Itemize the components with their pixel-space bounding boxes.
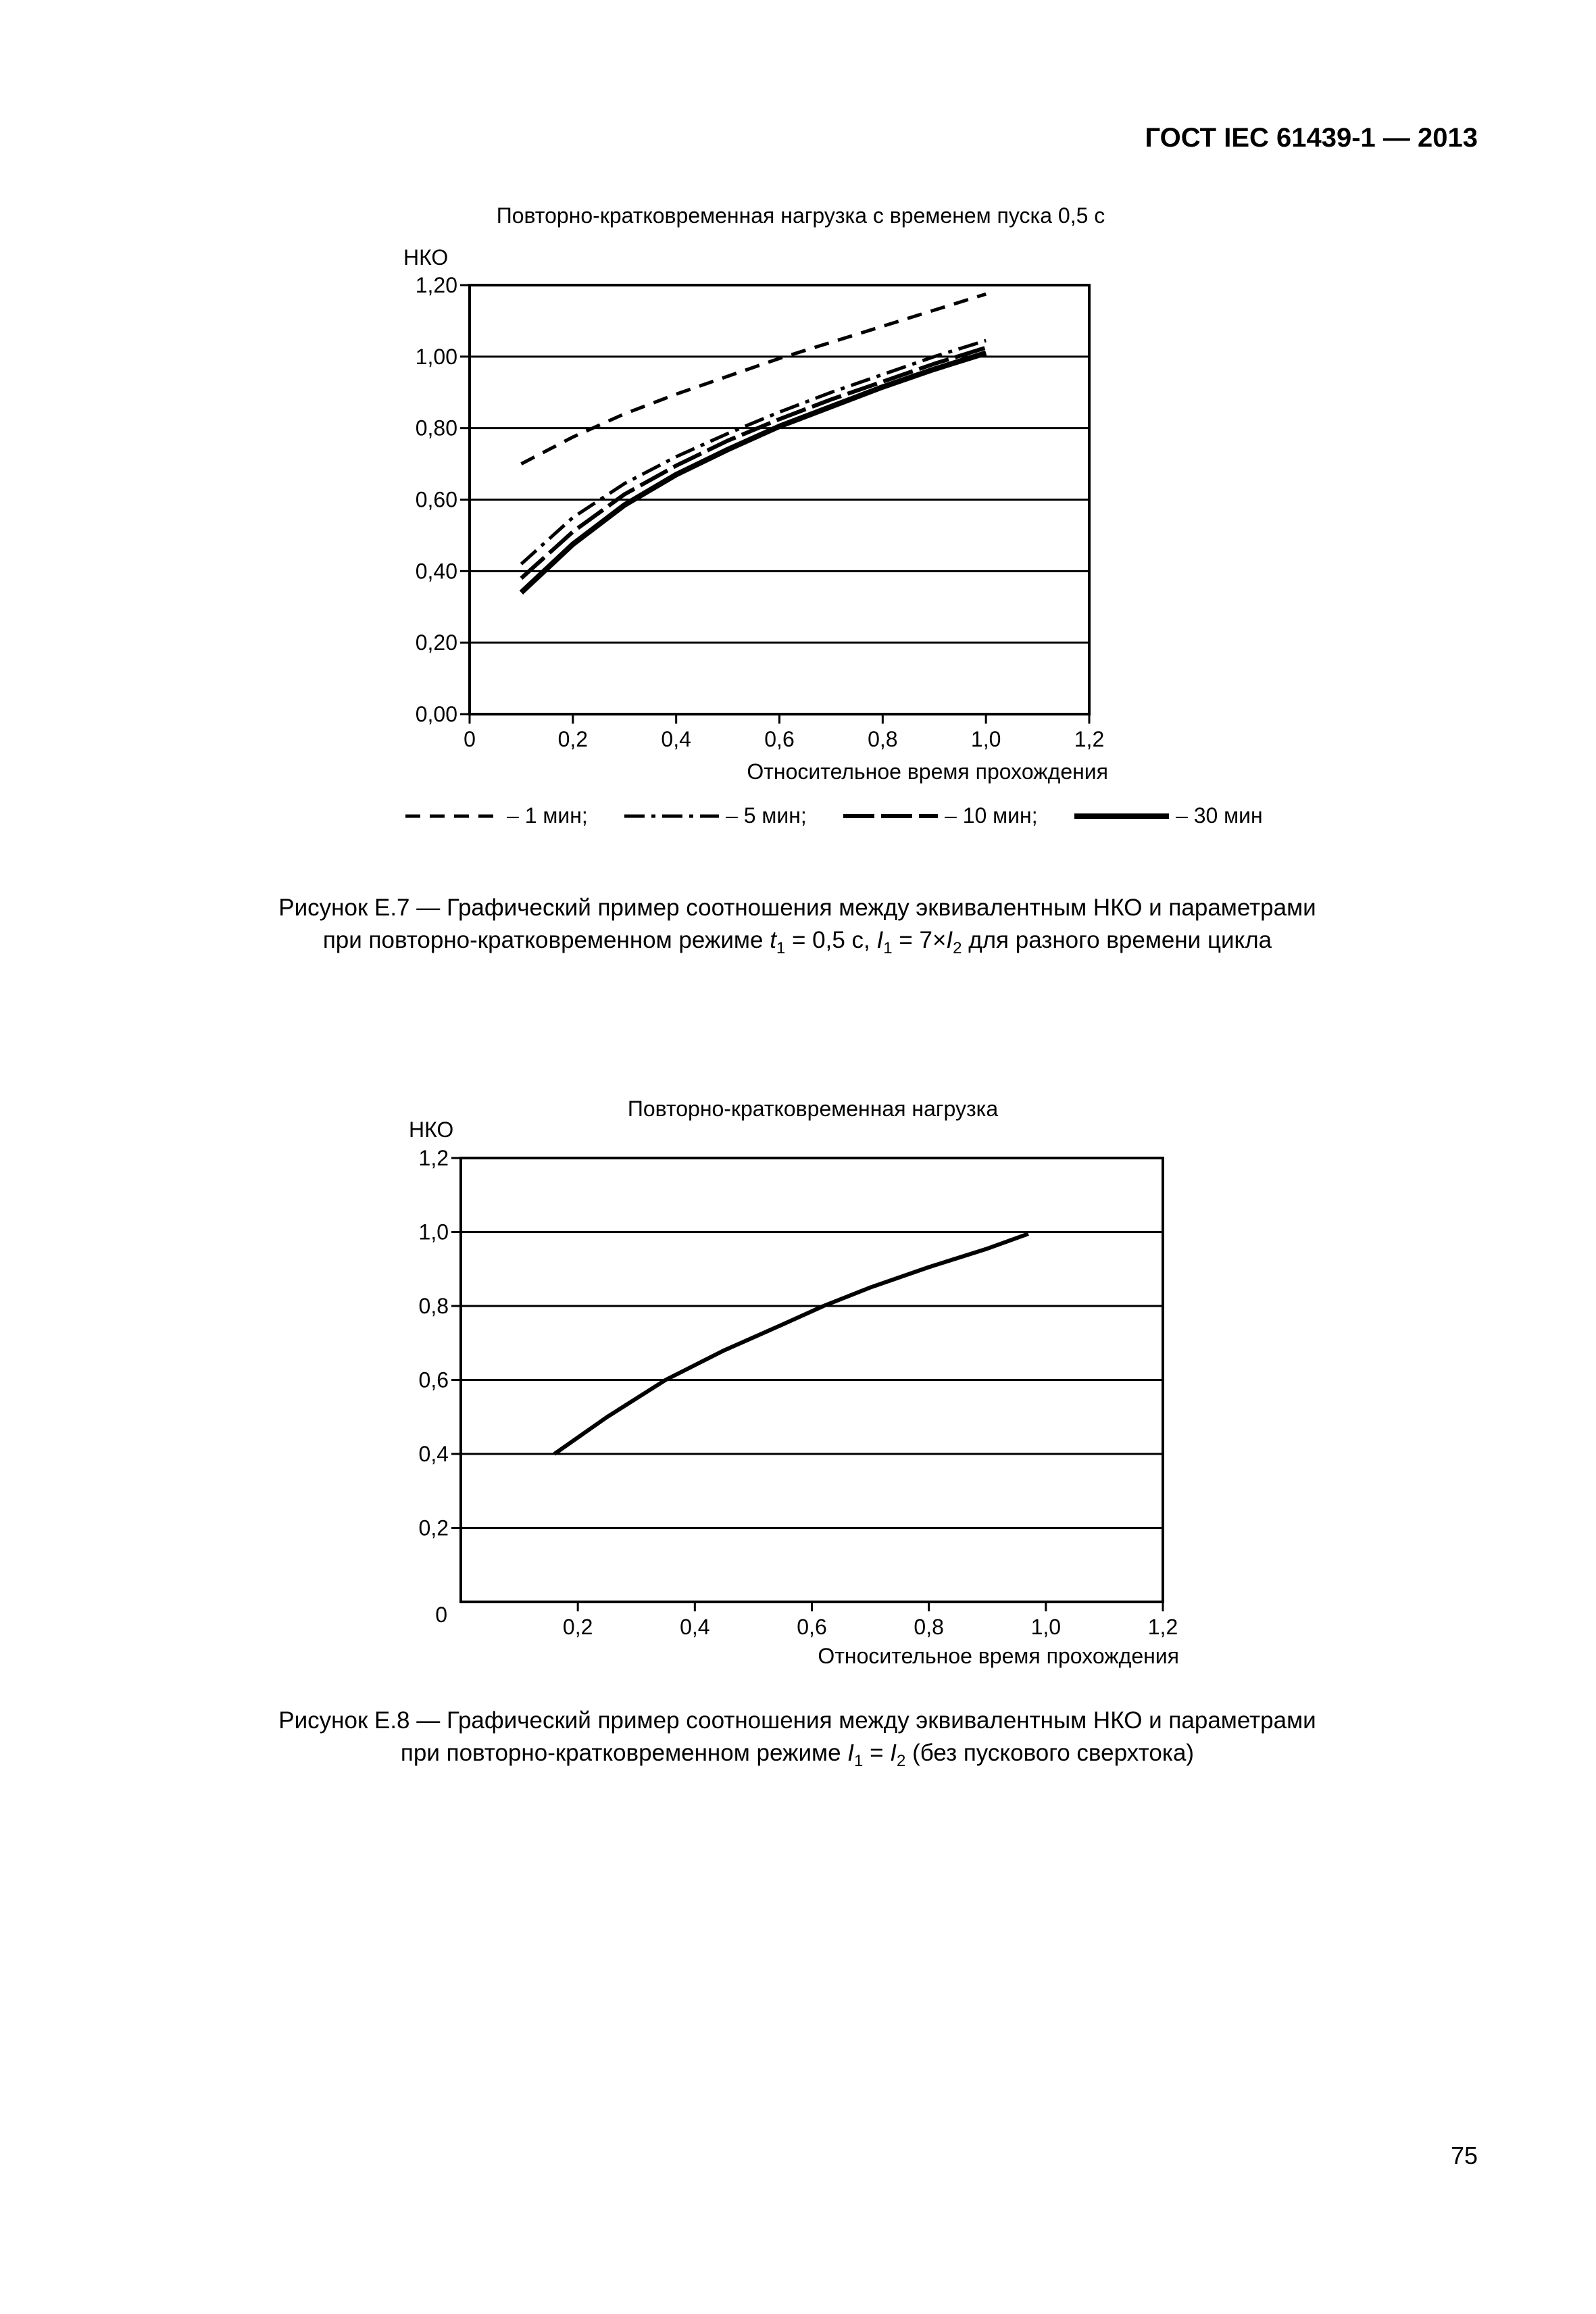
caption-prefix: при повторно-кратковременном режиме (400, 1740, 848, 1766)
y-tick-label: 0,20 (415, 630, 457, 655)
legend-label: – 30 мин (1176, 803, 1263, 828)
caption-var-i1: I (847, 1740, 854, 1766)
x-tick-label: 0,8 (914, 1615, 944, 1639)
y-tick-label: 0,8 (418, 1294, 449, 1318)
x-tick-label: 1,2 (1147, 1615, 1178, 1639)
y-axis-label: НКО (403, 245, 449, 270)
y-tick-label: 1,0 (418, 1219, 449, 1244)
caption-suffix: (без пускового сверхтока) (905, 1740, 1195, 1766)
caption-sub-i1: 1 (883, 939, 893, 957)
x-tick-label: 1,2 (1074, 727, 1105, 751)
caption-line-1: Рисунок Е.7 — Графический пример соотношения между эквивалентным НКО и параметрами (278, 895, 1316, 921)
caption-sub-i2: 2 (896, 1752, 906, 1770)
caption-prefix: при повторно-кратковременном режиме (322, 927, 770, 953)
y-tick-label: 0,60 (415, 487, 457, 512)
series-line-НКО (555, 1234, 1028, 1454)
figure-e8-caption (169, 1705, 1426, 1778)
document-header: ГОСТ IEC 61439-1 — 2013 (1145, 123, 1478, 153)
x-tick-label: 1,0 (1030, 1615, 1062, 1639)
chart-title: Повторно-кратковременная нагрузка (627, 1097, 999, 1121)
x-tick-label: 1,0 (970, 727, 1001, 751)
y-tick-label: 1,2 (418, 1146, 449, 1170)
x-tick-label: 0 (464, 727, 476, 751)
y-tick-label: 1,00 (415, 344, 457, 369)
x-tick-label: 0,2 (557, 727, 589, 751)
y-tick-label: 0,00 (415, 702, 457, 726)
caption-line-2 (169, 1737, 1426, 1778)
caption-var-i2: I (890, 1740, 897, 1766)
x-tick-label: 0,4 (680, 1615, 710, 1639)
y-tick-label: 1,20 (415, 273, 457, 297)
y-tick-label: 0,40 (415, 559, 457, 584)
x-axis-label: Относительное время прохождения (747, 759, 1108, 784)
x-tick-label: 0,6 (764, 727, 795, 751)
caption-var-i2: I (946, 927, 953, 953)
y-tick-label: 0,4 (418, 1442, 449, 1466)
x-axis-label: Относительное время прохождения (818, 1644, 1179, 1668)
x-tick-label: 0,2 (562, 1615, 593, 1639)
caption-var-i1: I (876, 927, 884, 953)
page-number: 75 (1450, 2142, 1478, 2169)
caption-suffix: для разного времени цикла (962, 927, 1272, 953)
x-tick-label: 0,8 (868, 727, 898, 751)
caption-sub-i1: 1 (854, 1752, 864, 1770)
y-tick-label: 0,6 (418, 1367, 449, 1392)
caption-eq-i1: = 7× (892, 927, 947, 953)
legend-label: – 5 мин; (726, 803, 807, 828)
y-tick-label: 0,80 (415, 416, 457, 441)
legend-label: – 10 мин; (945, 803, 1038, 828)
y-tick-label: 0,2 (418, 1515, 449, 1540)
caption-sub-i2: 2 (953, 939, 962, 957)
x-tick-label: 0,6 (797, 1615, 827, 1639)
chart-title: Повторно-кратковременная нагрузка с временем пуска 0,5 с (496, 203, 1105, 228)
y-axis-label: НКО (409, 1117, 454, 1142)
origin-label: 0 (435, 1603, 447, 1627)
x-tick-label: 0,4 (661, 727, 691, 751)
caption-var-t: t (770, 927, 776, 953)
caption-eq-t: = 0,5 с, (785, 927, 877, 953)
caption-sub-t: 1 (776, 939, 786, 957)
legend-label: – 1 мин; (507, 803, 588, 828)
caption-line-1: Рисунок Е.8 — Графический пример соотношения между эквивалентным НКО и параметрами (278, 1707, 1316, 1734)
caption-eq: = (863, 1740, 891, 1766)
